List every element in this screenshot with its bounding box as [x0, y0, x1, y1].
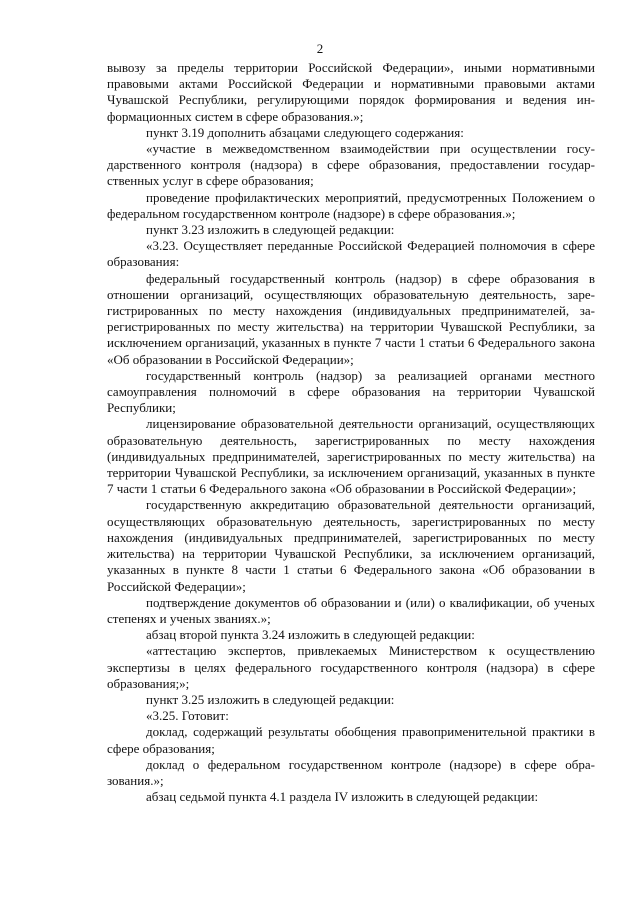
paragraph: пункт 3.19 дополнить абзацами следующего содержания: [146, 124, 464, 140]
page-number: 2 [316, 41, 324, 56]
paragraph: «3.25. Готовит: [146, 708, 229, 724]
paragraph: проведение профилактических мероприятий, предусмотренных Положением о федеральном государственном контроле (надзоре) в сфере образования.»; [107, 189, 595, 221]
paragraph: абзац седьмой пункта 4.1 раздела IV изложить в следующей редакции: [146, 789, 539, 805]
paragraph: абзац второй пункта 3.24 изложить в следующей редакции: [146, 627, 475, 643]
paragraph: вывозу за пределы территории Российской Федерации», иными нормативными правовыми актами Российской Федерации и нормативными правовыми актами Чувашской Республики, регулирующими порядок формирования и ведения информационных систем в сфере образования.»; [107, 60, 595, 124]
paragraph: пункт 3.25 изложить в следующей редакции: [146, 691, 395, 707]
document-body [107, 60, 595, 805]
paragraph: доклад, содержащий результаты обобщения правоприменительной практики в сфере образования; [107, 724, 595, 756]
paragraph: подтверждение документов об образовании и (или) о квалификации, об ученых степенях и ученых званиях.»; [107, 594, 595, 626]
paragraph: пункт 3.23 изложить в следующей редакции: [146, 222, 395, 238]
paragraph: федеральный государственный контроль (надзор) в сфере образования в отношении организаций, осуществляющих образовательную деятельность, зарегистрированных по месту нахождения (индивидуальных предпринимателей, зарегистрированных по месту жительства) на территории Чувашской Республики, за исключением организаций, указанных в пункте 7 части 1 статьи 6 Федерального закона «Об образовании в Российской Федерации»; [107, 270, 595, 367]
paragraph: государственную аккредитацию образовательной деятельности организаций, осуществляющих образовательную деятельность, зарегистрированных по месту нахождения (индивидуальных предпринимателей, зарегистрированных по месту жительства) на территории Чувашской Республики, за исключением организаций, указанных в пункте 8 части 1 статьи 6 Федерального закона «Об образовании в Российской Федерации»; [107, 497, 595, 594]
paragraph: доклад о федеральном государственном контроле (надзоре) в сфере образования.»; [107, 756, 595, 788]
paragraph: «участие в межведомственном взаимодействии при осуществлении государственного контроля (надзора) в сфере образования, предоставлении государственных услуг в сфере образования; [107, 141, 595, 189]
paragraph: государственный контроль (надзор) за реализацией органами местного самоуправления полномочий в сфере образования на территории Чувашской Республики; [107, 367, 595, 416]
paragraph: лицензирование образовательной деятельности организаций, осуществляющих образовательную деятельность, зарегистрированных по месту нахождения (индивидуальных предпринимателей, зарегистрированных по месту жительства) на территории Чувашской Республики, за исключением организаций, указанных в пункте 7 части 1 статьи 6 Федерального закона «Об образовании в Российской Федерации»; [107, 416, 595, 497]
paragraph: «3.23. Осуществляет переданные Российской Федерацией полномочия в сфере образования: [107, 238, 595, 270]
paragraph: «аттестацию экспертов, привлекаемых Министерством к осуществлению экспертизы в целях федерального государственного контроля (надзора) в сфере образования;»; [107, 643, 595, 691]
